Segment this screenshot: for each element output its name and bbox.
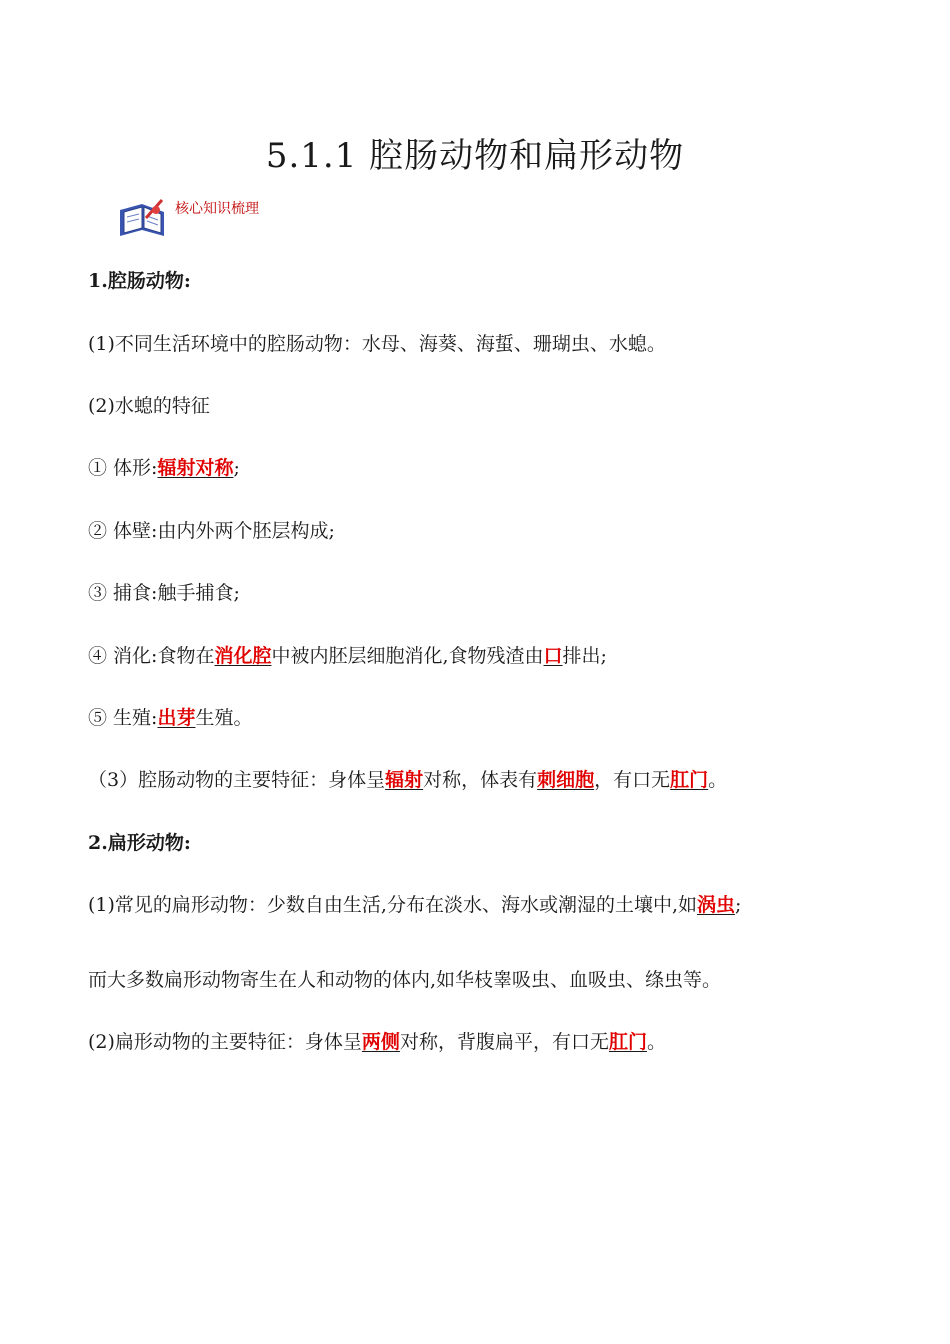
section-1-heading: 1.腔肠动物: — [88, 270, 191, 292]
item-reproduction: ⑤ 生殖:出芽生殖。 — [88, 707, 253, 729]
answer: 两侧 — [361, 1031, 400, 1053]
answer: 肛门 — [670, 769, 709, 791]
answer: 消化腔 — [214, 645, 272, 667]
badge-label: 核心知识梳理 — [175, 201, 259, 217]
answer: 出芽 — [157, 707, 196, 729]
answer: 涡虫 — [697, 894, 736, 916]
paragraph-2-1b: 而大多数扁形动物寄生在人和动物的体内,如华枝睾吸虫、血吸虫、绦虫等。 — [88, 969, 722, 991]
answer: 辐射 — [385, 769, 424, 791]
paragraph-2-2: (2)扁形动物的主要特征：身体呈两侧对称，背腹扁平，有口无肛门。 — [88, 1031, 666, 1053]
answer: 辐射对称 — [157, 457, 234, 479]
paragraph-1-2: (2)水螅的特征 — [88, 395, 210, 417]
item-body-shape: ① 体形:辐射对称; — [88, 457, 240, 479]
paragraph-2-1: (1)常见的扁形动物：少数自由生活,分布在淡水、海水或潮湿的土壤中,如涡虫; — [88, 894, 742, 916]
paragraph-1-1: (1)不同生活环境中的腔肠动物：水母、海葵、海蜇、珊瑚虫、水螅。 — [88, 333, 666, 355]
answer: 刺细胞 — [537, 769, 595, 791]
item-feeding: ③ 捕食:触手捕食; — [88, 582, 240, 604]
item-body-wall: ② 体壁:由内外两个胚层构成; — [88, 520, 335, 542]
answer: 肛门 — [608, 1031, 647, 1053]
section-2-heading: 2.扁形动物: — [88, 832, 191, 854]
page-title: 5.1.1 腔肠动物和扁形动物 — [265, 136, 685, 176]
item-digestion: ④ 消化:食物在消化腔中被内胚层细胞消化,食物残渣由口排出; — [88, 645, 607, 667]
answer: 口 — [543, 645, 563, 667]
paragraph-1-3: （3）腔肠动物的主要特征：身体呈辐射对称，体表有刺细胞，有口无肛门。 — [88, 769, 728, 791]
